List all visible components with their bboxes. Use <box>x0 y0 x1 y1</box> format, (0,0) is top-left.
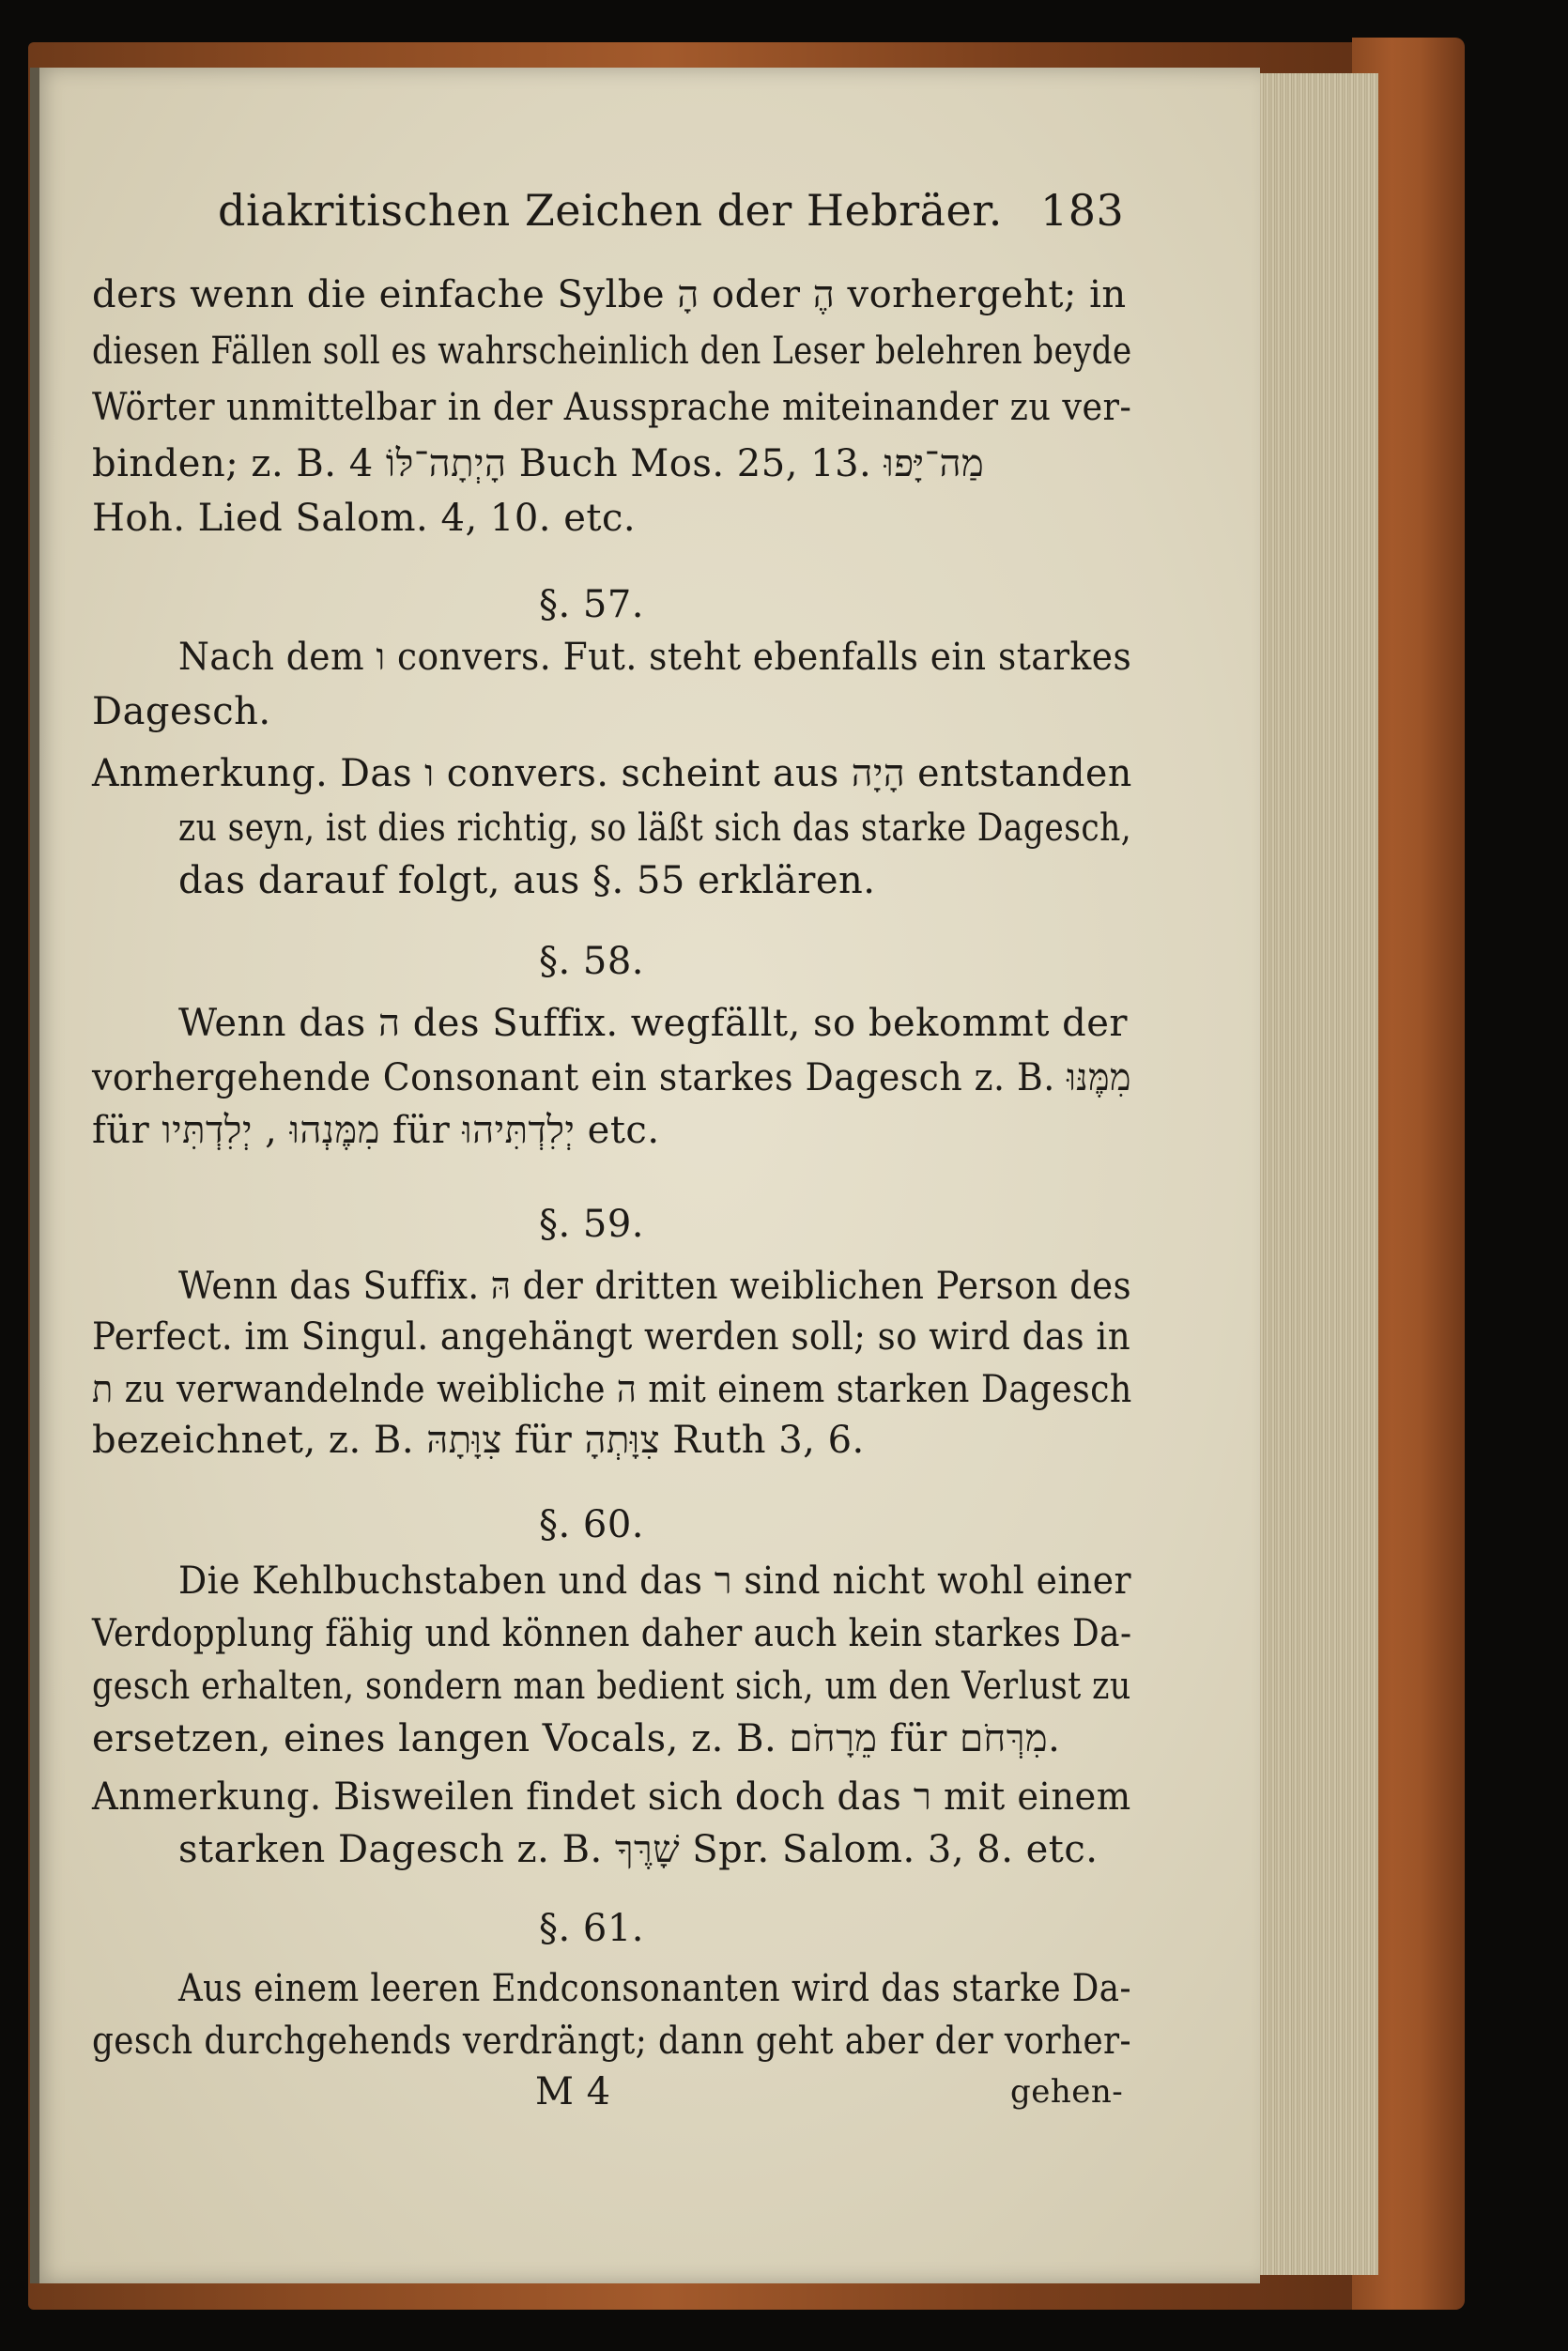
body-line: Wenn das ה des Suffix. wegfällt, so bekommt der <box>178 1002 1128 1045</box>
body-line: für מִמֶּנְהוּ , יְלִדְתִּיו für יְלִדְתִּיהוּ etc. <box>92 1109 660 1152</box>
section-heading: §. 61. <box>538 1907 645 1950</box>
body-line: gesch erhalten, sondern man bedient sich, um den Verlust zu <box>92 1665 1131 1708</box>
body-line: Verdopplung fähig und können daher auch kein starkes Da- <box>92 1612 1132 1655</box>
body-line: Wörter unmittelbar in der Aussprache miteinander zu ver- <box>92 386 1132 429</box>
body-line: Dagesch. <box>92 690 271 733</box>
note-line: zu seyn, ist dies richtig, so läßt sich das starke Dagesch, <box>178 807 1132 850</box>
body-line: ersetzen, eines langen Vocals, z. B. מֵרָחֹם für מִרְּחֹם. <box>92 1717 1061 1760</box>
body-line: Wenn das Suffix. הּ der dritten weiblichen Person des <box>178 1265 1132 1308</box>
note-line: Anmerkung. Das ו convers. scheint aus הָיָה entstanden <box>92 752 1132 795</box>
note-line: starken Dagesch z. B. שָׁרֶּךָ Spr. Salom. 3, 8. etc. <box>178 1828 1099 1871</box>
section-heading: §. 57. <box>538 583 645 626</box>
section-heading: §. 58. <box>538 940 645 983</box>
body-line: vorhergehende Consonant ein starkes Dagesch z. B. מִמֶּנּוּ <box>92 1056 1131 1099</box>
page-number: 183 <box>1040 185 1125 236</box>
body-line: diesen Fällen soll es wahrscheinlich den Leser belehren beyde <box>92 330 1132 373</box>
body-line: binden; z. B. הָיְתָה־לּוֹ 4 Buch Mos. 25, 13. מַה־יָּפוּ <box>92 442 985 485</box>
running-title: diakritischen Zeichen der Hebräer. <box>218 185 1003 236</box>
body-line: bezeichnet, z. B. צִוָּתָהּ für צִוָּתְהָ Ruth 3, 6. <box>92 1419 865 1462</box>
body-line: Aus einem leeren Endconsonanten wird das starke Da- <box>178 1967 1131 2010</box>
catchword: gehen- <box>1010 2073 1124 2111</box>
body-line: Hoh. Lied Salom. 4, 10. etc. <box>92 497 637 540</box>
section-heading: §. 60. <box>538 1503 645 1546</box>
note-line: das darauf folgt, aus §. 55 erklären. <box>178 859 876 902</box>
signature-mark: M 4 <box>535 2070 611 2113</box>
body-line: Die Kehlbuchstaben und das ר sind nicht wohl einer <box>178 1560 1131 1603</box>
body-line: gesch durchgehends verdrängt; dann geht aber der vorher- <box>92 2020 1132 2063</box>
body-line: ders wenn die einfache Sylbe הָ oder הֶ vorhergeht; in <box>92 273 1127 316</box>
body-line: ת zu verwandelnde weibliche ה mit einem starken Dagesch <box>92 1368 1132 1411</box>
section-heading: §. 59. <box>538 1203 645 1246</box>
body-line: Perfect. im Singul. angehängt werden soll; so wird das in <box>92 1315 1131 1359</box>
body-line: Nach dem ו convers. Fut. steht ebenfalls ein starkes <box>178 636 1132 679</box>
note-line: Anmerkung. Bisweilen findet sich doch das ר mit einem <box>92 1775 1131 1819</box>
